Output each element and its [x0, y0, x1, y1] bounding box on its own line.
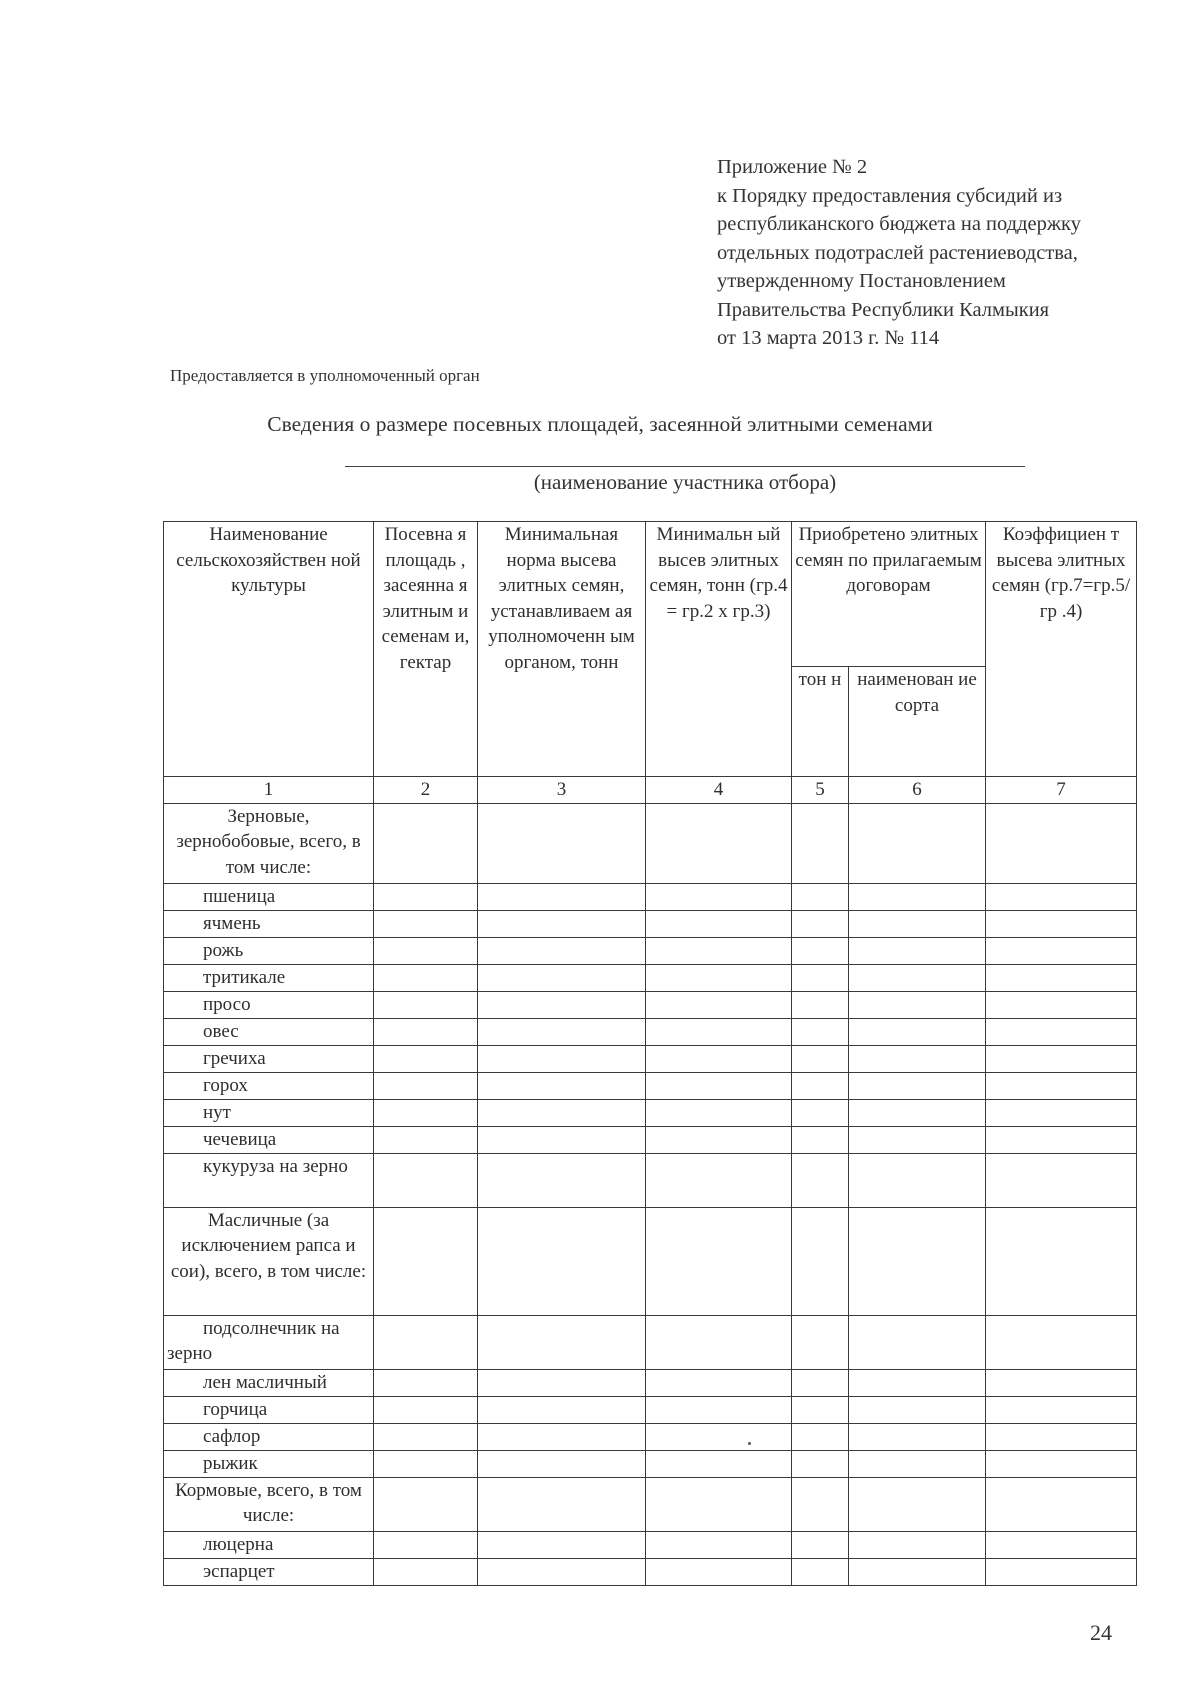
cell-min-seeding[interactable]	[646, 1315, 792, 1369]
crop-name-text: нут	[203, 1101, 231, 1123]
cell-min-seeding[interactable]	[646, 1531, 792, 1558]
cell-coefficient[interactable]	[986, 1423, 1137, 1450]
cell-min-rate[interactable]	[478, 1369, 646, 1396]
cell-coefficient[interactable]	[986, 1315, 1137, 1369]
header-crop-name: Наименование сельскохозяйствен ной культуры	[164, 522, 374, 777]
cell-tons[interactable]	[792, 1126, 849, 1153]
cell-variety[interactable]	[849, 1099, 986, 1126]
cell-min-seeding[interactable]	[646, 1045, 792, 1072]
cell-variety[interactable]	[849, 1558, 986, 1585]
column-number: 2	[374, 777, 478, 804]
cell-min-rate[interactable]	[478, 964, 646, 991]
cell-variety[interactable]	[849, 1396, 986, 1423]
table-row	[164, 1099, 1137, 1126]
crop-name-text: сафлор	[203, 1425, 261, 1447]
cell-sown-area[interactable]	[374, 1018, 478, 1045]
cell-min-seeding[interactable]	[646, 1558, 792, 1585]
cell-min-rate[interactable]	[478, 991, 646, 1018]
cell-variety[interactable]	[849, 1072, 986, 1099]
crop-name	[164, 1045, 374, 1072]
cell-sown-area[interactable]	[374, 1153, 478, 1207]
column-number: 6	[849, 777, 986, 804]
cell-min-rate[interactable]	[478, 1153, 646, 1207]
cell-tons[interactable]	[792, 1099, 849, 1126]
header-variety-name: наименован ие сорта	[849, 667, 986, 777]
participant-caption: (наименование участника отбора)	[533, 470, 837, 494]
crop-name	[164, 964, 374, 991]
cell-tons[interactable]	[792, 1396, 849, 1423]
crop-name-text: горчица	[203, 1398, 268, 1420]
column-number: 7	[986, 777, 1137, 804]
crop-name-text: чечевица	[203, 1128, 277, 1150]
crop-name-text: тритикале	[203, 966, 286, 988]
page-number: 24	[1090, 1620, 1112, 1645]
table-row	[164, 883, 1137, 910]
cell-tons[interactable]	[792, 1045, 849, 1072]
crop-name	[164, 1531, 374, 1558]
cell-variety[interactable]	[849, 803, 986, 883]
cell-min-rate[interactable]	[478, 1045, 646, 1072]
cell-variety[interactable]	[849, 937, 986, 964]
cell-min-rate[interactable]	[478, 910, 646, 937]
crop-name-text: пшеница	[203, 885, 276, 907]
cell-variety[interactable]	[849, 910, 986, 937]
cell-min-rate[interactable]	[478, 1450, 646, 1477]
cell-tons[interactable]	[792, 1558, 849, 1585]
cell-tons[interactable]	[792, 910, 849, 937]
cell-min-seeding[interactable]	[646, 1423, 792, 1450]
cell-variety[interactable]	[849, 1477, 986, 1531]
header-sown-area: Посевна я площадь , засеянна я элитным и семенам и, гектар	[374, 522, 478, 777]
cell-min-seeding[interactable]	[646, 964, 792, 991]
cell-coefficient[interactable]	[986, 803, 1137, 883]
cell-tons[interactable]	[792, 937, 849, 964]
scan-speck	[748, 1442, 751, 1445]
cell-tons[interactable]	[792, 1369, 849, 1396]
cell-variety[interactable]	[849, 1045, 986, 1072]
participant-name-line[interactable]	[345, 466, 1025, 467]
cell-tons[interactable]	[792, 991, 849, 1018]
appendix-line: отдельных подотраслей растениеводства,	[717, 241, 1078, 264]
cell-sown-area[interactable]	[374, 1126, 478, 1153]
cell-min-seeding[interactable]	[646, 910, 792, 937]
document-title: Сведения о размере посевных площадей, засеянной элитными семенами	[267, 412, 933, 436]
table-row	[164, 1477, 1137, 1531]
cell-coefficient[interactable]	[986, 1207, 1137, 1315]
crop-name	[164, 937, 374, 964]
cell-min-seeding[interactable]	[646, 991, 792, 1018]
cell-coefficient[interactable]	[986, 1045, 1137, 1072]
crop-name-text: лен масличный	[203, 1371, 327, 1393]
cell-coefficient[interactable]	[986, 1450, 1137, 1477]
cell-min-seeding[interactable]	[646, 1450, 792, 1477]
cell-sown-area[interactable]	[374, 991, 478, 1018]
table-row	[164, 1369, 1137, 1396]
cell-min-seeding[interactable]	[646, 1126, 792, 1153]
cell-min-seeding[interactable]	[646, 1153, 792, 1207]
cell-tons[interactable]	[792, 1153, 849, 1207]
cell-coefficient[interactable]	[986, 1477, 1137, 1531]
table-row	[164, 1126, 1137, 1153]
cell-sown-area[interactable]	[374, 964, 478, 991]
cell-sown-area[interactable]	[374, 1531, 478, 1558]
cell-variety[interactable]	[849, 1153, 986, 1207]
table-row	[164, 1315, 1137, 1369]
crop-name: Кормовые, всего, в том числе:	[164, 1477, 374, 1531]
cell-min-rate[interactable]	[478, 1018, 646, 1045]
cell-sown-area[interactable]	[374, 1072, 478, 1099]
cell-min-seeding[interactable]	[646, 883, 792, 910]
appendix-line: Правительства Республики Калмыкия	[717, 298, 1050, 321]
cell-coefficient[interactable]	[986, 1018, 1137, 1045]
cell-sown-area[interactable]	[374, 1396, 478, 1423]
cell-coefficient[interactable]	[986, 910, 1137, 937]
table-row	[164, 803, 1137, 883]
cell-variety[interactable]	[849, 1369, 986, 1396]
cell-sown-area[interactable]	[374, 937, 478, 964]
table-row	[164, 1153, 1137, 1207]
cell-min-rate[interactable]	[478, 1531, 646, 1558]
cell-min-rate[interactable]	[478, 1072, 646, 1099]
cell-coefficient[interactable]	[986, 883, 1137, 910]
cell-min-seeding[interactable]	[646, 1477, 792, 1531]
cell-variety[interactable]	[849, 1315, 986, 1369]
cell-min-seeding[interactable]	[646, 937, 792, 964]
column-number: 1	[164, 777, 374, 804]
cell-coefficient[interactable]	[986, 1072, 1137, 1099]
cell-variety[interactable]	[849, 964, 986, 991]
cell-coefficient[interactable]	[986, 1531, 1137, 1558]
crop-name	[164, 910, 374, 937]
crop-name	[164, 1018, 374, 1045]
cell-sown-area[interactable]	[374, 803, 478, 883]
cell-tons[interactable]	[792, 1315, 849, 1369]
cell-tons[interactable]	[792, 1423, 849, 1450]
cell-tons[interactable]	[792, 1018, 849, 1045]
cell-sown-area[interactable]	[374, 883, 478, 910]
cell-min-rate[interactable]	[478, 1396, 646, 1423]
cell-sown-area[interactable]	[374, 1450, 478, 1477]
cell-min-seeding[interactable]	[646, 1207, 792, 1315]
crop-name	[164, 883, 374, 910]
cell-coefficient[interactable]	[986, 1369, 1137, 1396]
table-row	[164, 937, 1137, 964]
crop-name	[164, 1072, 374, 1099]
table-row	[164, 1531, 1137, 1558]
appendix-line: республиканского бюджета на поддержку	[717, 213, 1081, 235]
table-row	[164, 1207, 1137, 1315]
cell-min-rate[interactable]	[478, 1315, 646, 1369]
cell-tons[interactable]	[792, 1531, 849, 1558]
table-row	[164, 964, 1137, 991]
cell-sown-area[interactable]	[374, 1369, 478, 1396]
crop-name	[164, 1126, 374, 1153]
cell-tons[interactable]	[792, 1450, 849, 1477]
cell-coefficient[interactable]	[986, 1153, 1137, 1207]
cell-variety[interactable]	[849, 1126, 986, 1153]
cell-sown-area[interactable]	[374, 1045, 478, 1072]
cell-variety[interactable]	[849, 1018, 986, 1045]
cell-min-rate[interactable]	[478, 1477, 646, 1531]
appendix-line: Приложение № 2	[717, 156, 868, 178]
cell-sown-area[interactable]	[374, 1207, 478, 1315]
table-row	[164, 1450, 1137, 1477]
column-number: 3	[478, 777, 646, 804]
crop-name	[164, 1396, 374, 1423]
crop-name-text: эспарцет	[203, 1560, 275, 1582]
cell-tons[interactable]	[792, 883, 849, 910]
cell-variety[interactable]	[849, 1450, 986, 1477]
cell-sown-area[interactable]	[374, 1477, 478, 1531]
crop-name-text: ячмень	[203, 912, 261, 934]
appendix-line: утвержденному Постановлением	[717, 270, 1006, 292]
crop-name-text: просо	[203, 993, 251, 1015]
cell-sown-area[interactable]	[374, 1558, 478, 1585]
cell-coefficient[interactable]	[986, 964, 1137, 991]
table-row	[164, 1558, 1137, 1585]
column-number: 4	[646, 777, 792, 804]
table-row	[164, 1018, 1137, 1045]
crop-name: Масличные (за исключением рапса и сои), всего, в том числе:	[164, 1207, 374, 1315]
header-min-seeding-rate: Минимальная норма высева элитных семян, устанавливаем ая уполномоченн ым органом, тонн	[478, 522, 646, 777]
crop-name	[164, 1558, 374, 1585]
crop-name-text: люцерна	[203, 1533, 274, 1555]
crop-name	[164, 1369, 374, 1396]
cell-variety[interactable]	[849, 1531, 986, 1558]
crop-name	[164, 1423, 374, 1450]
cell-coefficient[interactable]	[986, 1099, 1137, 1126]
cell-variety[interactable]	[849, 883, 986, 910]
cell-min-rate[interactable]	[478, 1126, 646, 1153]
table-row	[164, 1423, 1137, 1450]
cell-min-seeding[interactable]	[646, 1396, 792, 1423]
cell-min-rate[interactable]	[478, 937, 646, 964]
crop-name-text: рожь	[203, 939, 244, 961]
cell-min-rate[interactable]	[478, 1423, 646, 1450]
cell-min-rate[interactable]	[478, 1099, 646, 1126]
column-number: 5	[792, 777, 849, 804]
crop-name: подсолнечник на зерно	[164, 1315, 374, 1369]
header-min-seeding: Минимальн ый высев элитных семян, тонн (гр.4 = гр.2 х гр.3)	[646, 522, 792, 777]
table-row	[164, 1396, 1137, 1423]
cell-sown-area[interactable]	[374, 1099, 478, 1126]
cell-sown-area[interactable]	[374, 910, 478, 937]
cell-min-rate[interactable]	[478, 1207, 646, 1315]
crop-name-text: овес	[203, 1020, 239, 1042]
cell-tons[interactable]	[792, 964, 849, 991]
cell-tons[interactable]	[792, 1072, 849, 1099]
table-row	[164, 910, 1137, 937]
cell-sown-area[interactable]	[374, 1423, 478, 1450]
cell-sown-area[interactable]	[374, 1315, 478, 1369]
cell-min-seeding[interactable]	[646, 1369, 792, 1396]
cell-min-seeding[interactable]	[646, 1072, 792, 1099]
seed-area-table	[163, 521, 1137, 1586]
cell-min-seeding[interactable]	[646, 803, 792, 883]
header-purchased-seeds: Приобретено элитных семян по прилагаемым договорам	[792, 522, 986, 667]
column-number-row	[164, 777, 1137, 804]
cell-tons[interactable]	[792, 1207, 849, 1315]
cell-min-seeding[interactable]	[646, 1018, 792, 1045]
table-row	[164, 1045, 1137, 1072]
crop-name: Зерновые, зернобобовые, всего, в том числе:	[164, 803, 374, 883]
appendix-block	[717, 153, 1137, 353]
cell-coefficient[interactable]	[986, 1126, 1137, 1153]
cell-variety[interactable]	[849, 991, 986, 1018]
crop-name-text: гречиха	[203, 1047, 266, 1069]
cell-coefficient[interactable]	[986, 1558, 1137, 1585]
header-seeding-coefficient: Коэффициен т высева элитных семян (гр.7=гр.5/гр .4)	[986, 522, 1137, 777]
cell-min-rate[interactable]	[478, 883, 646, 910]
cell-tons[interactable]	[792, 803, 849, 883]
crop-name	[164, 991, 374, 1018]
table-row	[164, 991, 1137, 1018]
header-tons: тон н	[792, 667, 849, 777]
cell-coefficient[interactable]	[986, 991, 1137, 1018]
cell-coefficient[interactable]	[986, 937, 1137, 964]
cell-min-rate[interactable]	[478, 1558, 646, 1585]
appendix-line: к Порядку предоставления субсидий из	[717, 184, 1063, 207]
cell-min-seeding[interactable]	[646, 1099, 792, 1126]
submit-note: Предоставляется в уполномоченный орган	[170, 366, 480, 385]
crop-name: кукуруза на зерно	[164, 1153, 374, 1207]
crop-name	[164, 1450, 374, 1477]
appendix-line: от 13 марта 2013 г. № 114	[717, 327, 940, 349]
cell-min-rate[interactable]	[478, 803, 646, 883]
crop-name	[164, 1099, 374, 1126]
cell-variety[interactable]	[849, 1423, 986, 1450]
cell-variety[interactable]	[849, 1207, 986, 1315]
crop-name-text: рыжик	[203, 1452, 258, 1474]
table-row	[164, 1072, 1137, 1099]
cell-coefficient[interactable]	[986, 1396, 1137, 1423]
cell-tons[interactable]	[792, 1477, 849, 1531]
crop-name-text: горох	[203, 1074, 248, 1096]
